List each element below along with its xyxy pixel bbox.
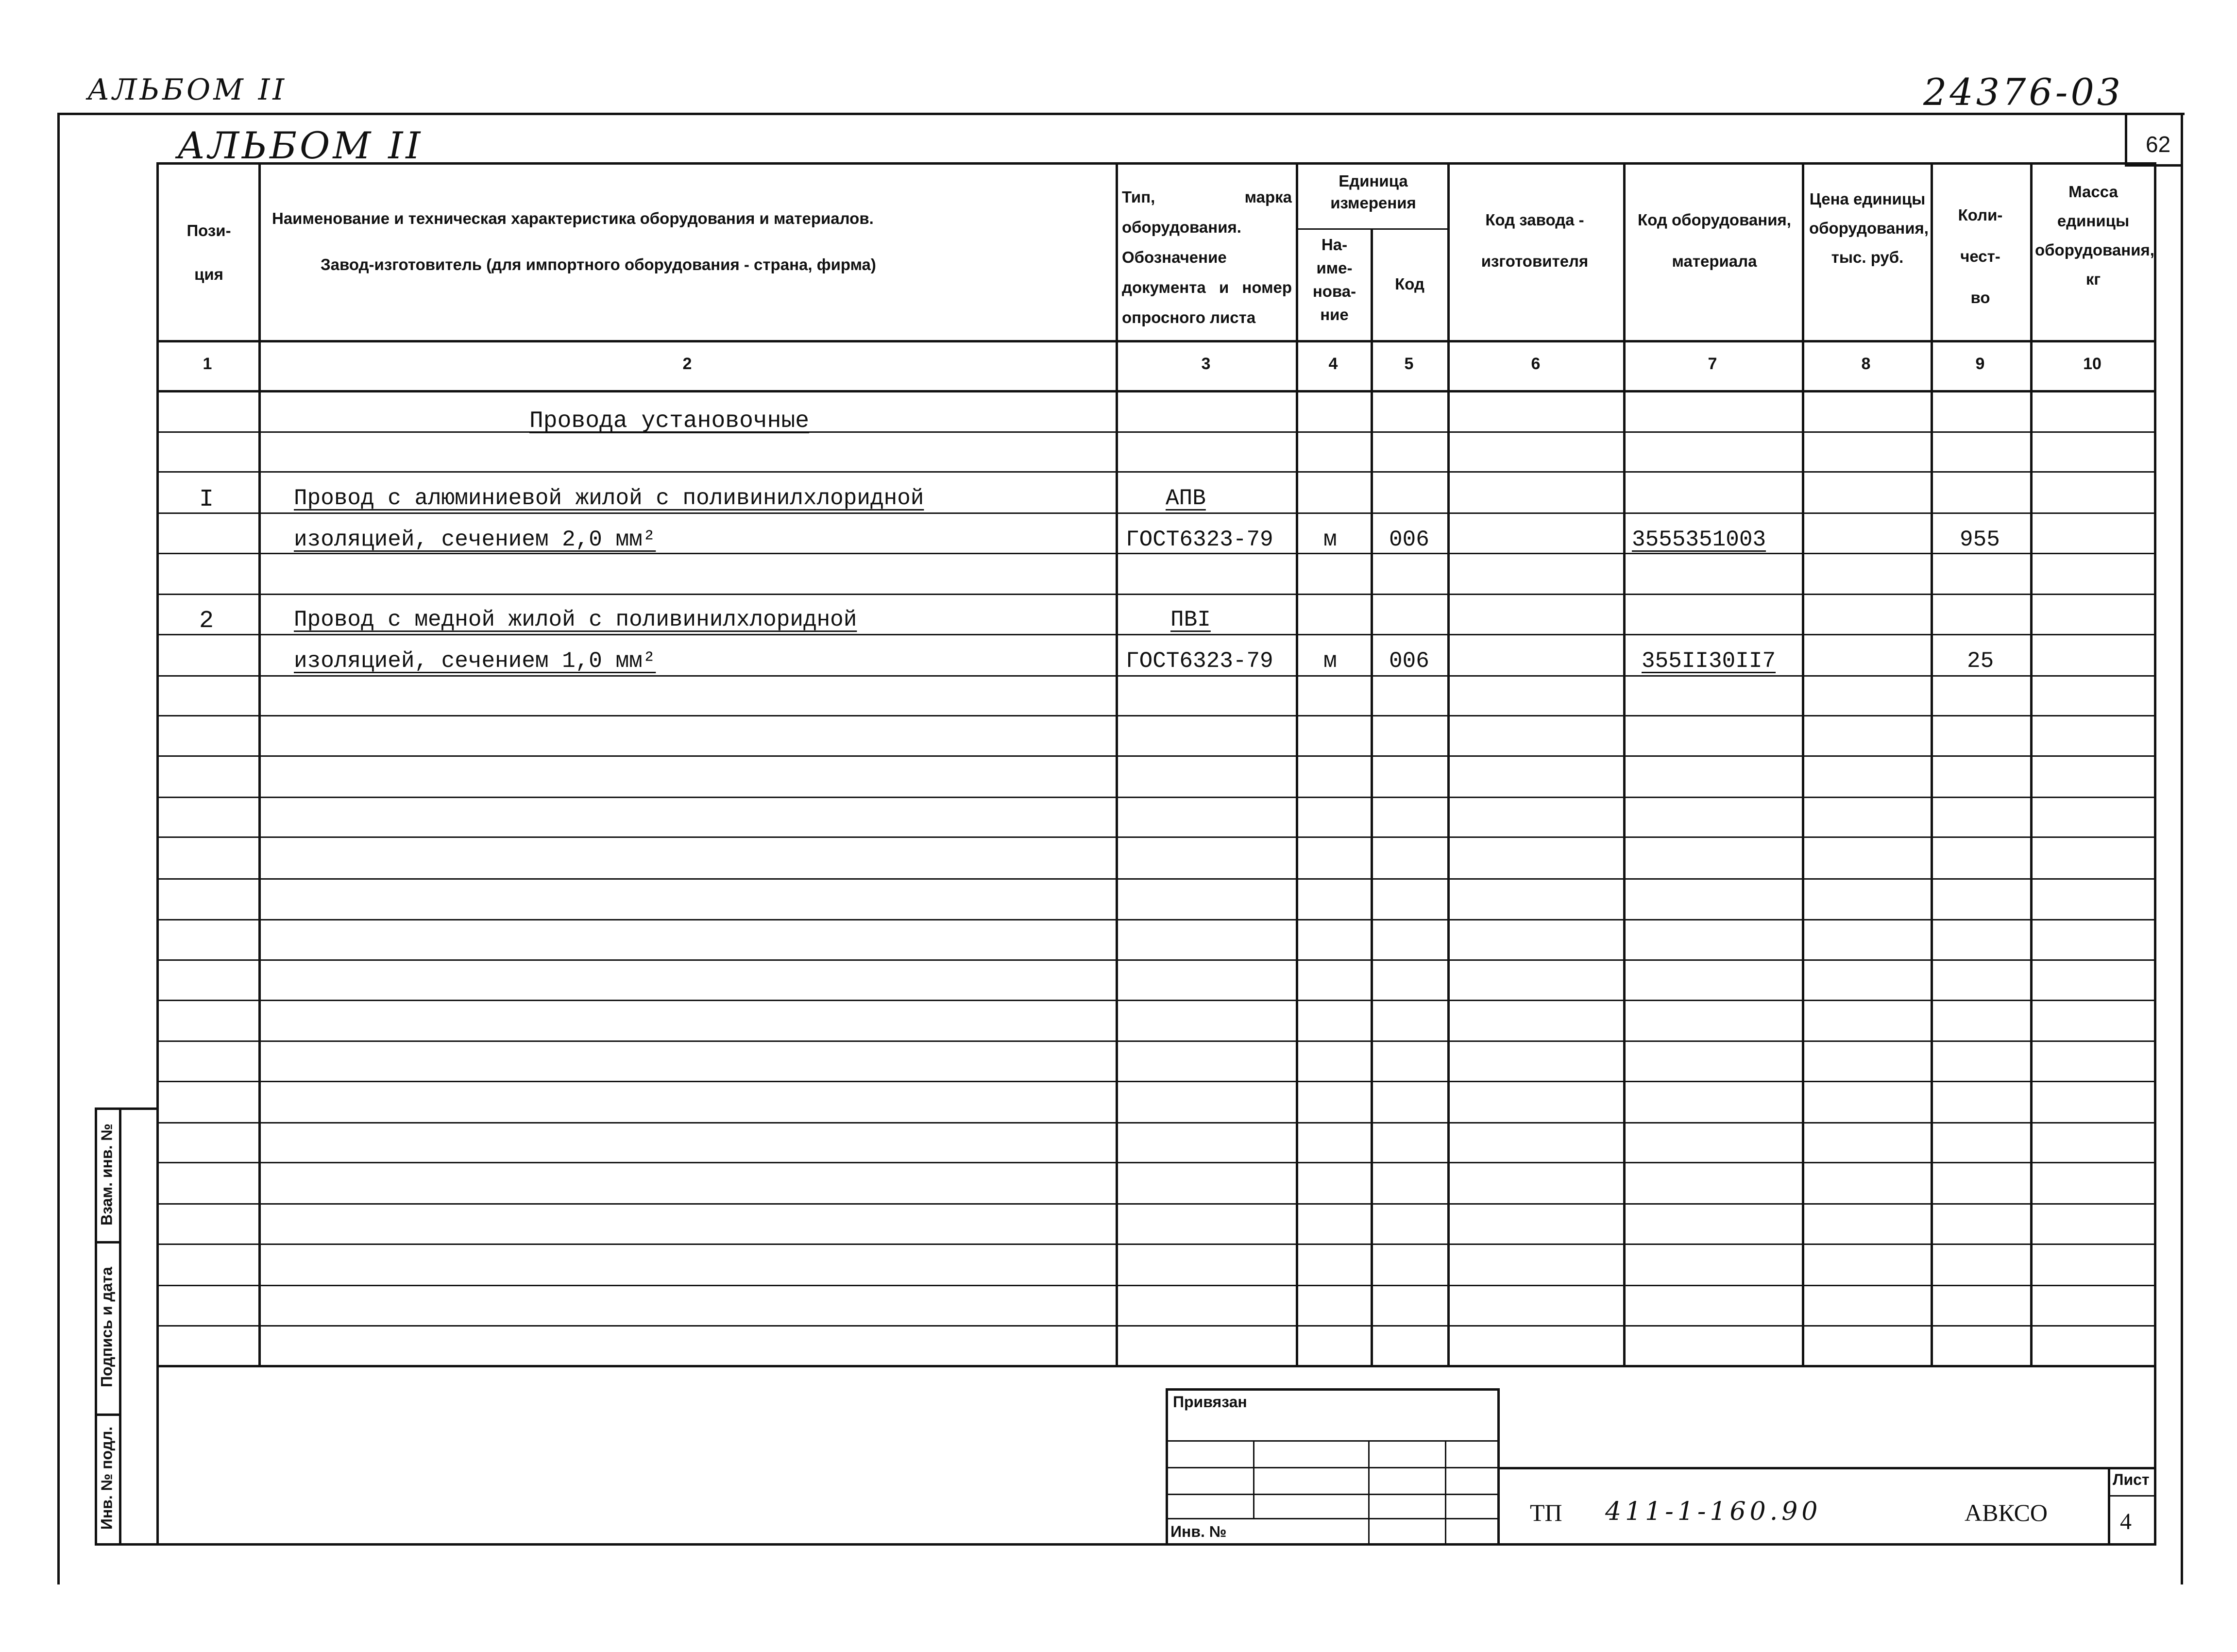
item-material-code: 3555351003 xyxy=(1632,527,1766,552)
tp-label: ТП xyxy=(1530,1499,1562,1526)
item-doc: ГОСТ6323-79 xyxy=(1126,648,1273,674)
header-price: Цена единицы оборудования, тыс. руб. xyxy=(1809,190,1929,266)
bound-label: Привязан xyxy=(1173,1393,1247,1411)
col-number-5: 5 xyxy=(1404,355,1414,373)
col-number-4: 4 xyxy=(1328,355,1338,373)
project-code: 411-1-160.90 xyxy=(1605,1497,1822,1526)
item-name-line1: Провод с алюминиевой жилой с поливинилхлоридной xyxy=(294,486,924,511)
stamp-inv-orig: Инв. № подл. xyxy=(98,1426,116,1530)
stamp-sign-date: Подпись и дата xyxy=(98,1267,116,1387)
header-type: Тип, марка оборудования. Обозначение документа и номер опросного листа xyxy=(1122,188,1292,326)
header-unit-group: Единица измерения xyxy=(1330,172,1416,212)
item-material-code: 355II30II7 xyxy=(1642,648,1776,674)
col-number-1: 1 xyxy=(203,355,212,373)
sheet-number: 4 xyxy=(2120,1509,2132,1534)
col-number-8: 8 xyxy=(1861,355,1871,373)
header-unit-name: На- име- нова- ние xyxy=(1312,236,1356,324)
header-unit-code: Код xyxy=(1395,275,1424,293)
sheet-label: Лист xyxy=(2113,1471,2150,1488)
section-title: Провода установочные xyxy=(529,408,810,434)
inv-no-label: Инв. № xyxy=(1170,1523,1227,1540)
item-unit: м xyxy=(1323,648,1337,674)
col-number-9: 9 xyxy=(1975,355,1985,373)
header-material-code: Код оборудования, материала xyxy=(1638,211,1791,270)
item-doc: ГОСТ6323-79 xyxy=(1126,527,1273,552)
header-position: Пози- ция xyxy=(186,221,231,283)
item-unit-code: 006 xyxy=(1389,527,1429,552)
item-type: ПВI xyxy=(1170,607,1211,632)
col-number-2: 2 xyxy=(682,355,692,373)
col-number-7: 7 xyxy=(1708,355,1717,373)
item-name-line2: изоляцией, сечением 1,0 мм² xyxy=(294,648,656,674)
header-name-line2: Завод-изготовитель (для импортного оборудования - страна, фирма) xyxy=(321,255,876,273)
item-unit: м xyxy=(1323,527,1337,552)
col-number-10: 10 xyxy=(2083,355,2101,373)
item-position: I xyxy=(199,486,214,513)
item-name-line2: изоляцией, сечением 2,0 мм² xyxy=(294,527,656,552)
page-number: 62 xyxy=(2146,132,2171,157)
item-quantity: 25 xyxy=(1967,648,1994,674)
doc-code: АВКСО xyxy=(1965,1499,2048,1526)
header-quantity: Коли- чест- во xyxy=(1958,206,2003,307)
item-type: АПВ xyxy=(1166,486,1206,511)
header-name-line1: Наименование и техническая характеристика оборудования и материалов. xyxy=(272,209,874,227)
album-label-small: АЛЬБОМ II xyxy=(87,73,288,107)
document-number: 24376-03 xyxy=(1923,70,2124,114)
header-factory-code: Код завода - изготовителя xyxy=(1481,211,1589,270)
col-number-3: 3 xyxy=(1201,355,1211,373)
item-quantity: 955 xyxy=(1960,527,2000,552)
col-number-6: 6 xyxy=(1531,355,1541,373)
album-label-large: АЛЬБОМ II xyxy=(177,124,424,167)
item-unit-code: 006 xyxy=(1389,648,1429,674)
stamp-inv-replace: Взам. инв. № xyxy=(98,1124,116,1226)
item-name-line1: Провод с медной жилой с поливинилхлоридной xyxy=(294,607,857,632)
item-position: 2 xyxy=(199,607,214,635)
header-mass: Масса единицы оборудования, кг xyxy=(2035,183,2154,288)
